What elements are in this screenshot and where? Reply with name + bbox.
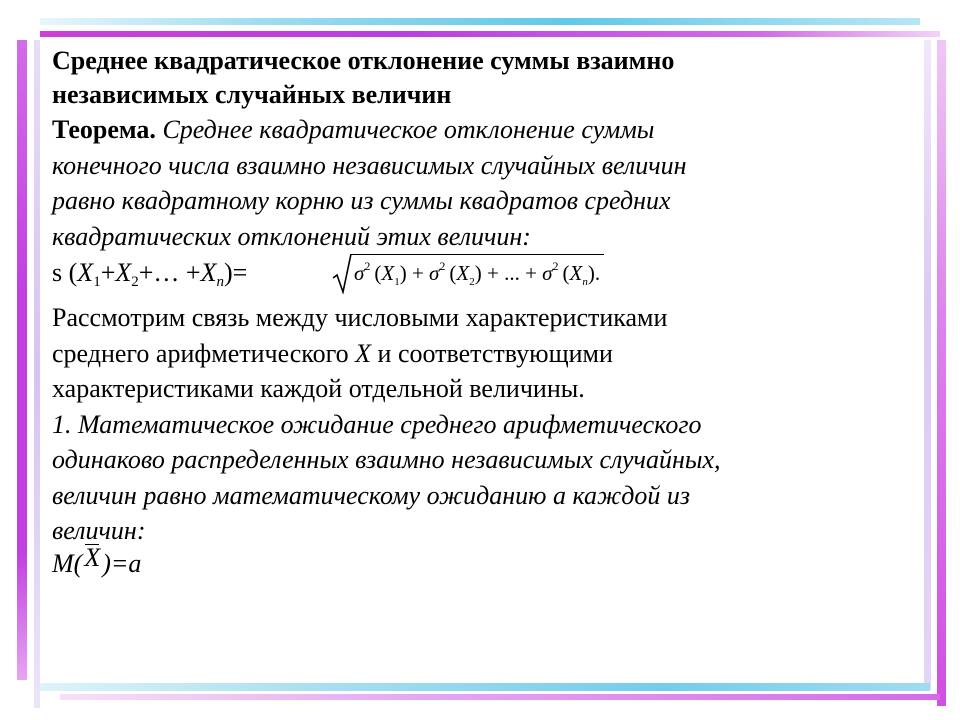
theorem-line-1: Среднее квадратическое отклонение суммы (155, 115, 655, 144)
frame-right-lavender-bar (924, 40, 931, 690)
property-1-line-2: одинаково распределенных взаимно независимых случайных, (52, 445, 721, 474)
frame-left-lavender-bar (34, 40, 40, 708)
relation-line-1: Рассмотрим связь между числовыми характеристиками (52, 303, 668, 332)
relation-line-2: среднего арифметического X и соответствующими (52, 338, 613, 368)
slide-title (52, 44, 912, 112)
title-line-2: независимых случайных величин (52, 80, 452, 109)
frame-right-magenta-bar (937, 40, 946, 706)
theorem-line-3: равно квадратному корню из суммы квадратов средних (52, 186, 671, 215)
property-1-line-3: величин равно математическому ожиданию a каждой из (52, 480, 691, 510)
mean-expectation-formula: M(X)=a (52, 542, 142, 578)
theorem-line-4: квадратических отклонений этих величин: (52, 221, 531, 251)
theorem-block (52, 112, 912, 254)
relation-paragraph (52, 300, 912, 407)
property-1 (52, 407, 912, 549)
frame-bottom-cyan-bar (40, 683, 930, 691)
frame-top-magenta-bar (40, 31, 940, 37)
title-line-1: Среднее квадратическое отклонение суммы взаимно (52, 46, 675, 75)
frame-top-cyan-bar (40, 18, 920, 25)
frame-bottom-magenta-bar (60, 694, 940, 700)
property-1-line-1: 1. Математическое ожидание среднего арифметического (52, 409, 702, 439)
x-bar: X (84, 542, 101, 572)
radicand: $\sigma^2$ $(X_1) + \sigma^2$ $(X_2)$ + ... + $\sigma^2$ $(X_n)$. (350, 254, 604, 286)
property-1-line-4: величин: (52, 516, 146, 545)
theorem-line-2: конечного числа взаимно независимых случайных величин (52, 150, 687, 180)
frame-left-magenta-bar (17, 40, 27, 680)
std-sum-formula (52, 254, 912, 300)
slide-content (52, 44, 912, 589)
relation-line-3: характеристиками каждой отдельной величины. (52, 374, 585, 403)
square-root-icon (332, 254, 352, 294)
theorem-label: Теорема. (52, 115, 156, 144)
formula-lhs: s $(X_1+X_2+\dots +X_n)=$ (52, 258, 248, 290)
